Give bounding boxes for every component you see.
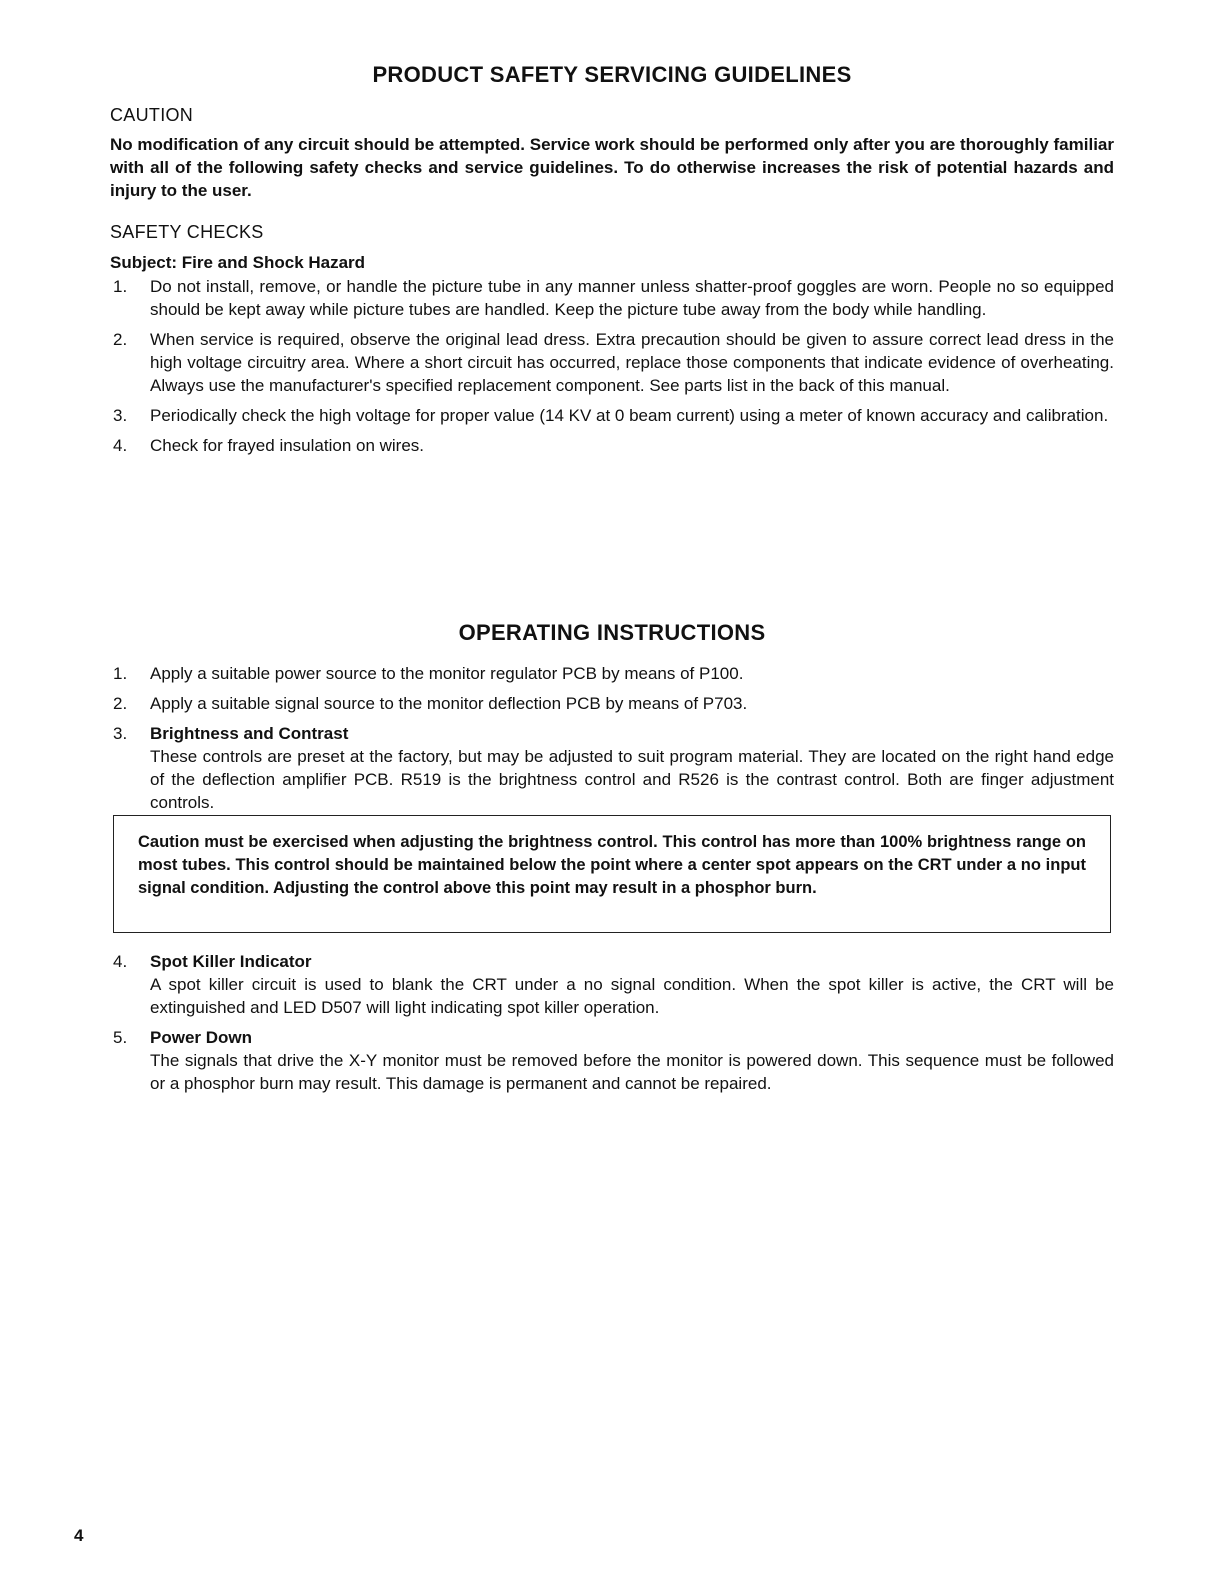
- list-item: 5. Power Down The signals that drive the X-Y monitor must be removed before the monitor is powered down. This sequence must be followed or a phosphor burn may result. This damage is permanent and cannot be repaired.: [113, 1028, 1114, 1093]
- item-heading: Spot Killer Indicator: [150, 952, 312, 971]
- item-heading: Power Down: [150, 1028, 253, 1047]
- operating-list: [110, 662, 1114, 821]
- list-item: 2. Apply a suitable signal source to the monitor deflection PCB by means of P703.: [113, 694, 748, 713]
- page-number: 4: [74, 1526, 84, 1545]
- list-item: 2. When service is required, observe the original lead dress. Extra precaution should be given to assure correct lead dress in the high voltage circuitry area. Where a short circuit has occurred, replace those components that indicate evidence of overheating. Always use the manufacturer's specified replacement component. See parts list in the back of this manual.: [113, 330, 1114, 395]
- subject-line: Subject: Fire and Shock Hazard: [110, 253, 366, 272]
- safety-checks-list: [110, 275, 1114, 464]
- list-item: 1. Do not install, remove, or handle the picture tube in any manner unless shatter-proof goggles are worn. People no so equipped should be kept away while picture tubes are handled. Keep the picture tube away from the body while handling.: [113, 277, 1114, 319]
- list-item: 4. Spot Killer Indicator A spot killer circuit is used to blank the CRT under a no signal condition. When the spot killer is active, the CRT will be extinguished and LED D507 will light indicating spot killer operation.: [113, 952, 1114, 1017]
- list-item: 3. Brightness and Contrast These controls are preset at the factory, but may be adjusted to suit program material. They are located on the right hand edge of the deflection amplifier PCB. R519 is the brightness control and R526 is the contrast control. Both are finger adjustment controls.: [113, 724, 1114, 812]
- list-item: 1. Apply a suitable power source to the monitor regulator PCB by means of P100.: [113, 664, 744, 683]
- operating-title: OPERATING INSTRUCTIONS: [458, 620, 766, 645]
- list-item: 3. Periodically check the high voltage for proper value (14 KV at 0 beam current) using a meter of known accuracy and calibration.: [113, 406, 1109, 425]
- brightness-caution-box: Caution must be exercised when adjusting the brightness control. This control has more than 100% brightness range on most tubes. This control should be maintained below the point where a center spot appears on the CRT under a no input signal condition. Adjusting the control above this point may result in a phosphor burn.: [113, 815, 1111, 933]
- operating-list-continued: [110, 950, 1114, 1102]
- caution-label: CAUTION: [110, 105, 194, 125]
- list-item: 4. Check for frayed insulation on wires.: [113, 436, 425, 455]
- item-heading: Brightness and Contrast: [150, 724, 349, 743]
- caution-text: No modification of any circuit should be attempted. Service work should be performed only after you are thoroughly familiar with all of the following safety checks and service guidelines. To do otherwise increases the risk of potential hazards and injury to the user.: [110, 135, 1114, 200]
- safety-checks-label: SAFETY CHECKS: [110, 222, 264, 242]
- safety-title: PRODUCT SAFETY SERVICING GUIDELINES: [372, 62, 852, 87]
